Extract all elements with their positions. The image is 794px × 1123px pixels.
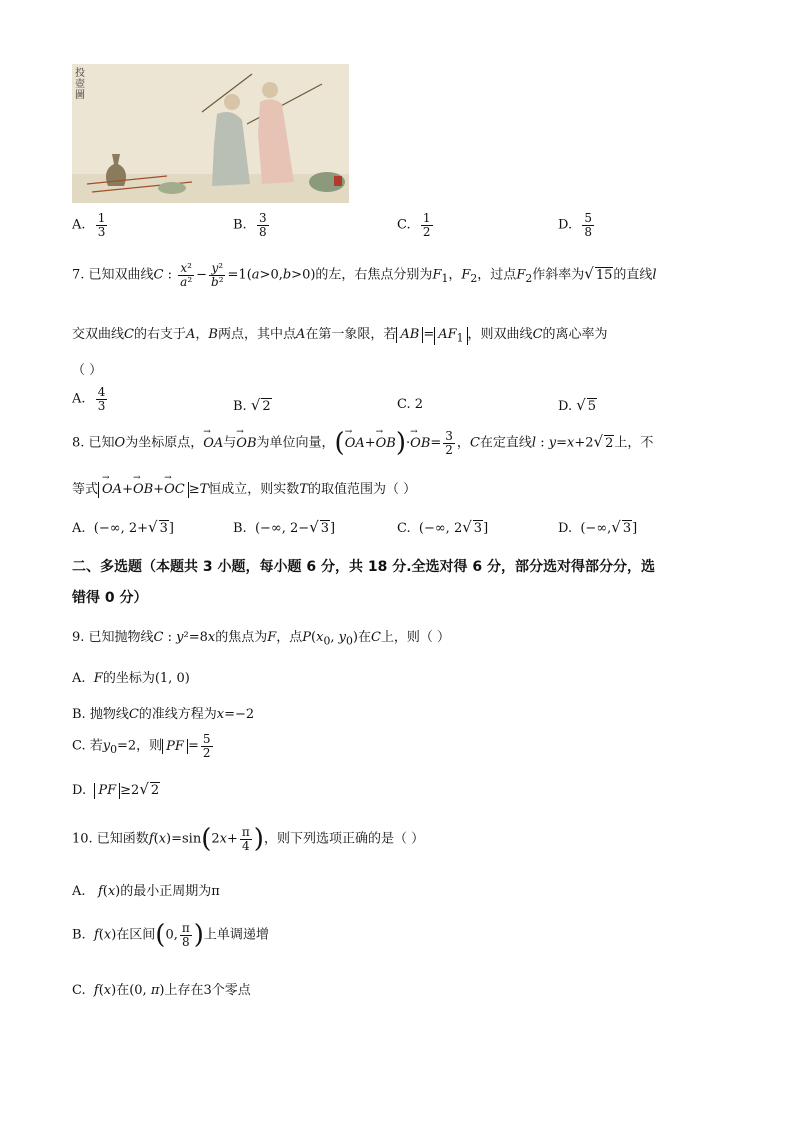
q10-option-a: A. f(x)的最小正周期为π xyxy=(72,884,220,899)
q8-option-c: C. (−∞, 2√ 3] xyxy=(397,518,489,536)
painting-title-seal: 投壺圖 xyxy=(75,68,85,101)
q7-option-c: C. 2 xyxy=(397,397,424,412)
q6-option-c: C. $\frac{1}{2}$ xyxy=(397,211,431,239)
q7-stem-line2: 交双曲线C的右支于A，B两点，其中点A在第一象限，若 AB = $AF_1$ ，则双曲线C的离心率为 xyxy=(72,327,608,345)
section-heading-multiple-choice: 二、多选题（本题共 3 小题，每小题 6 分，共 18 分.全选对得 6 分，部分选对得部分分，选 xyxy=(72,559,656,575)
q8-option-b: B. (−∞, 2−√ 3] xyxy=(233,518,336,536)
q6-option-b: B. $\frac{3}{8}$ xyxy=(233,211,267,239)
section-heading-multiple-choice-cont: 错得 0 分） xyxy=(72,590,148,606)
q9-option-b: B. 抛物线C的准线方程为x=−2 xyxy=(72,707,255,722)
ancient-painting-illustration xyxy=(72,64,349,203)
q7-option-a: A. $\frac{4}{3}$ xyxy=(72,385,106,413)
q6-option-a: A. $\frac{1}{3}$ xyxy=(72,211,106,239)
q7-stem-line1: 7. 已知双曲线C : $\frac{\text{x²}}{\text{a²}}$ − $\frac{\text{y²}}{\text{b²}}$ =1(a>0,b>0)的左，右焦点分别为$F_1$，$F_2$，过点$F_2$作斜率为√ 15的直线l xyxy=(72,261,657,289)
q8-stem-line1: 8. 已知O为坐标原点，→ OA与→ OB为单位向量，(→ OA+→ OB)·→ OB= $\frac{3}{2}$ ，C在定直线l : y=x+2√ 2上，不 xyxy=(72,430,653,456)
q8-option-d: D. (−∞,√ 3] xyxy=(558,518,638,536)
q7-option-d: D. √ 5 xyxy=(558,396,597,414)
q10-stem: 10. 已知函数f(x)=sin(2x+ $\frac{\pi}{4}$ )，则下列选项正确的是（ ） xyxy=(72,824,425,855)
q7-option-b: B. √ 2 xyxy=(233,396,271,414)
q7-answer-paren: （ ） xyxy=(72,363,103,378)
q9-option-c: C. 若$y_0=2$，则 PF = $\frac{5}{2}$ xyxy=(72,732,211,760)
q8-stem-line2: 等式→ OA+→ OB+→ OC ≥T恒成立，则实数T的取值范围为（ ） xyxy=(72,478,416,498)
q10-option-b: B. f(x)在区间(0, $\frac{\pi}{8}$ )上单调递增 xyxy=(72,920,269,951)
q9-option-a: A. F的坐标为(1, 0) xyxy=(72,671,190,686)
q9-option-d: D. PF ≥2√ 2 xyxy=(72,780,160,798)
q10-option-c: C. f(x)在(0, π)上存在3个零点 xyxy=(72,983,251,998)
q8-option-a: A. (−∞, 2+√ 3] xyxy=(72,518,174,536)
q9-stem: 9. 已知抛物线C : y²=8x的焦点为F，点$P(x_0$, $y_0$)在C上，则（ ） xyxy=(72,630,451,648)
q6-option-d: D. $\frac{5}{8}$ xyxy=(558,211,592,239)
